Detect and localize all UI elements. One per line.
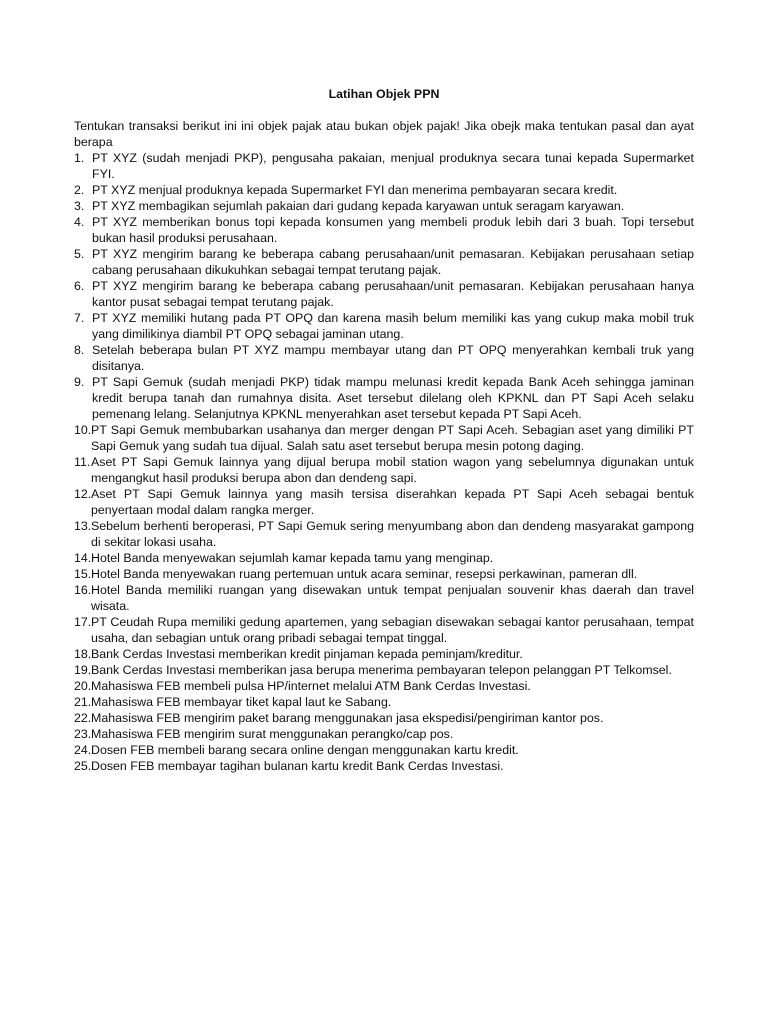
list-item-text: Bank Cerdas Investasi memberikan jasa berupa menerima pembayaran telepon pelanggan PT Telkomsel. — [91, 663, 672, 677]
list-item-text: PT XYZ (sudah menjadi PKP), pengusaha pakaian, menjual produknya secara tunai kepada Supermarket FYI. — [92, 151, 694, 181]
list-item-text: Mahasiswa FEB membeli pulsa HP/internet melalui ATM Bank Cerdas Investasi. — [91, 679, 531, 693]
list-item-number: 22. — [74, 711, 92, 725]
list-item-number: 1. — [74, 151, 85, 165]
list-item-number: 6. — [74, 279, 85, 293]
list-item-text: Setelah beberapa bulan PT XYZ mampu membayar utang dan PT OPQ menyerahkan kembali truk yang disitanya. — [92, 343, 694, 373]
list-item — [74, 550, 694, 566]
list-item-text: Bank Cerdas Investasi memberikan kredit pinjaman kepada peminjam/kreditur. — [91, 647, 523, 661]
list-item-text: PT XYZ menjual produknya kepada Supermarket FYI dan menerima pembayaran secara kredit. — [92, 183, 618, 197]
list-item-number: 19. — [74, 663, 92, 677]
list-item-number: 21. — [74, 695, 92, 709]
list-item-number: 2. — [74, 183, 85, 197]
list-item-text: Dosen FEB membeli barang secara online dengan menggunakan kartu kredit. — [91, 743, 519, 757]
list-item-number: 3. — [74, 199, 85, 213]
list-item-text: Hotel Banda memiliki ruangan yang disewakan untuk tempat penjualan souvenir khas daerah dan travel wisata. — [91, 583, 694, 613]
list-item-number: 24. — [74, 743, 92, 757]
list-item-number: 14. — [74, 551, 92, 565]
list-item-text: PT Sapi Gemuk membubarkan usahanya dan merger dengan PT Sapi Aceh. Sebagian aset yang dimiliki PT Sapi Gemuk yang sudah tua dijual. Salah satu aset tersebut berupa mesin potong daging. — [91, 423, 694, 453]
list-item — [74, 198, 694, 214]
list-item — [74, 214, 694, 246]
list-item-text: Hotel Banda menyewakan sejumlah kamar kepada tamu yang menginap. — [91, 551, 494, 565]
list-item-number: 8. — [74, 343, 85, 357]
list-item — [74, 342, 694, 374]
list-item-text: Mahasiswa FEB membayar tiket kapal laut ke Sabang. — [91, 695, 392, 709]
list-item-text: PT XYZ memiliki hutang pada PT OPQ dan karena masih belum memiliki kas yang cukup maka mobil truk yang dimilikinya diambil PT OPQ sebagai jaminan utang. — [92, 311, 694, 341]
list-item-text: Dosen FEB membayar tagihan bulanan kartu kredit Bank Cerdas Investasi. — [91, 759, 504, 773]
list-item-number: 23. — [74, 727, 92, 741]
list-item-text: PT XYZ mengirim barang ke beberapa cabang perusahaan/unit pemasaran. Kebijakan perusahaan setiap cabang perusahaan dikukuhkan sebagai tempat terutang pajak. — [92, 247, 694, 277]
list-item-text: PT Ceudah Rupa memiliki gedung apartemen, yang sebagian disewakan sebagai kantor perusahaan, tempat usaha, dan sebagian untuk orang pribadi sebagai tempat tinggal. — [91, 615, 694, 645]
list-item — [74, 310, 694, 342]
list-item-text: PT XYZ memberikan bonus topi kepada konsumen yang membeli produk lebih dari 3 buah. Topi tersebut bukan hasil produksi perusahaan. — [92, 215, 694, 245]
list-item — [74, 582, 694, 614]
document-intro: Tentukan transaksi berikut ini ini objek pajak atau bukan objek pajak! Jika obejk maka tentukan pasal dan ayat berapa — [74, 119, 694, 149]
list-item — [74, 678, 694, 694]
list-item — [74, 694, 694, 710]
list-item-number: 4. — [74, 215, 85, 229]
list-item-number: 11. — [74, 455, 91, 469]
list-item — [74, 422, 694, 454]
list-item-number: 17. — [74, 615, 92, 629]
list-item-text: Mahasiswa FEB mengirim paket barang menggunakan jasa ekspedisi/pengiriman kantor pos. — [91, 711, 604, 725]
list-item — [74, 726, 694, 742]
list-item-number: 7. — [74, 311, 85, 325]
list-item-text: Aset PT Sapi Gemuk lainnya yang dijual berupa mobil station wagon yang sebelumnya digunakan untuk mengangkut hasil produksi berupa abon dan dendeng sapi. — [91, 455, 694, 485]
question-list — [74, 150, 694, 774]
list-item — [74, 566, 694, 582]
list-item — [74, 614, 694, 646]
list-item — [74, 182, 694, 198]
list-item-text: PT Sapi Gemuk (sudah menjadi PKP) tidak mampu melunasi kredit kepada Bank Aceh sehingga jaminan kredit berupa tanah dan rumahnya disita. Aset tersebut dilelang oleh KPKNL dan PT Sapi Aceh selaku pemenang lelang. Selanjutnya KPKNL menyerahkan aset tersebut kepada PT Sapi Aceh. — [92, 375, 694, 421]
document-title: Latihan Objek PPN — [328, 87, 440, 101]
list-item — [74, 246, 694, 278]
list-item-number: 18. — [74, 647, 92, 661]
list-item — [74, 662, 694, 678]
list-item-number: 10. — [74, 423, 92, 437]
list-item — [74, 374, 694, 422]
list-item — [74, 646, 694, 662]
list-item — [74, 758, 694, 774]
list-item-text: Mahasiswa FEB mengirim surat menggunakan perangko/cap pos. — [91, 727, 454, 741]
list-item — [74, 518, 694, 550]
list-item-text: PT XYZ mengirim barang ke beberapa cabang perusahaan/unit pemasaran. Kebijakan perusahaan hanya kantor pusat sebagai tempat terutang pajak. — [92, 279, 694, 309]
list-item — [74, 278, 694, 310]
list-item — [74, 150, 694, 182]
list-item-number: 5. — [74, 247, 85, 261]
list-item — [74, 454, 694, 486]
document-page — [74, 86, 694, 774]
list-item-text: Sebelum berhenti beroperasi, PT Sapi Gemuk sering menyumbang abon dan dendeng masyarakat gampong di sekitar lokasi usaha. — [91, 519, 694, 549]
list-item-number: 13. — [74, 519, 92, 533]
list-item-number: 9. — [74, 375, 85, 389]
list-item-number: 20. — [74, 679, 92, 693]
list-item-number: 12. — [74, 487, 92, 501]
list-item-number: 16. — [74, 583, 92, 597]
list-item-number: 25. — [74, 759, 92, 773]
list-item-text: Hotel Banda menyewakan ruang pertemuan untuk acara seminar, resepsi perkawinan, pameran dll. — [91, 567, 638, 581]
list-item-text: PT XYZ membagikan sejumlah pakaian dari gudang kepada karyawan untuk seragam karyawan. — [92, 199, 625, 213]
list-item — [74, 710, 694, 726]
list-item-number: 15. — [74, 567, 92, 581]
list-item-text: Aset PT Sapi Gemuk lainnya yang masih tersisa diserahkan kepada PT Sapi Aceh sebagai bentuk penyertaan modal dalam rangka merger. — [91, 487, 694, 517]
list-item — [74, 742, 694, 758]
list-item — [74, 486, 694, 518]
